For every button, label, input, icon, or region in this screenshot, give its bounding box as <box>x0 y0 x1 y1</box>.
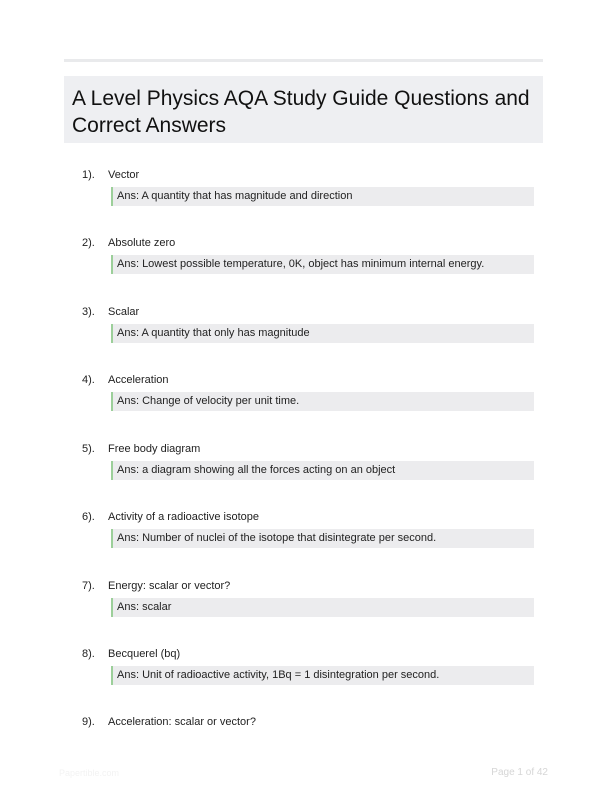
answer-box: Ans: Number of nuclei of the isotope that disintegrate per second. <box>111 529 534 548</box>
qa-item <box>0 305 606 365</box>
footer-watermark: Papertible.com <box>59 768 120 778</box>
answer-box: Ans: scalar <box>111 598 534 617</box>
answer-box: Ans: A quantity that only has magnitude <box>111 324 534 343</box>
question-number: 5). <box>82 443 95 455</box>
question-number: 9). <box>82 716 95 728</box>
question-text: Scalar <box>108 306 140 318</box>
question-number: 4). <box>82 374 95 386</box>
qa-item <box>0 373 606 433</box>
question-number: 8). <box>82 648 95 660</box>
answer-box: Ans: a diagram showing all the forces acting on an object <box>111 461 534 480</box>
question-number: 2). <box>82 237 95 249</box>
document-title: A Level Physics AQA Study Guide Questions and Correct Answers <box>72 87 530 137</box>
answer-box: Ans: Change of velocity per unit time. <box>111 392 534 411</box>
question-text: Activity of a radioactive isotope <box>108 511 260 523</box>
question-text: Vector <box>108 169 140 181</box>
question-number: 6). <box>82 511 95 523</box>
question-text: Acceleration <box>108 374 169 386</box>
answer-box: Ans: A quantity that has magnitude and direction <box>111 187 534 206</box>
question-text: Energy: scalar or vector? <box>108 580 231 592</box>
top-divider <box>64 59 543 62</box>
question-number: 7). <box>82 580 95 592</box>
qa-item <box>0 236 606 296</box>
question-text: Becquerel (bq) <box>108 648 181 660</box>
question-number: 1). <box>82 169 95 181</box>
question-number: 3). <box>82 306 95 318</box>
answer-box: Ans: Unit of radioactive activity, 1Bq = 1 disintegration per second. <box>111 666 534 685</box>
page-indicator: Page 1 of 42 <box>491 767 548 778</box>
qa-item <box>0 510 606 570</box>
qa-item <box>0 168 606 228</box>
answer-box: Ans: Lowest possible temperature, 0K, object has minimum internal energy. <box>111 255 534 274</box>
qa-item <box>0 579 606 639</box>
qa-item <box>0 442 606 502</box>
question-text: Absolute zero <box>108 237 176 249</box>
question-text: Acceleration: scalar or vector? <box>108 716 256 728</box>
qa-item <box>0 715 606 775</box>
question-text: Free body diagram <box>108 443 201 455</box>
title-banner <box>64 76 543 143</box>
qa-item <box>0 647 606 707</box>
